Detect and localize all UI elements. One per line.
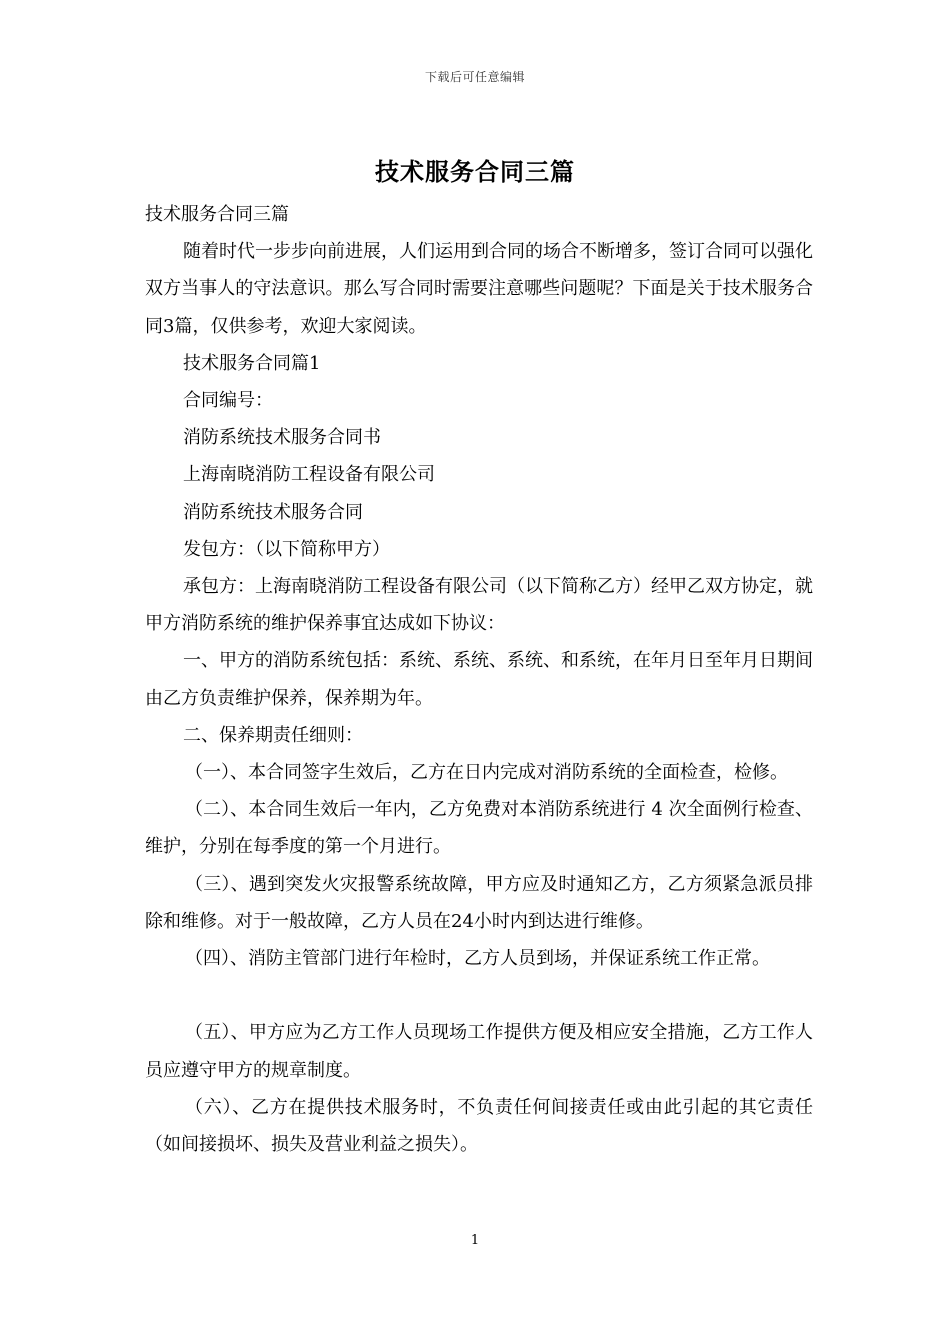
paragraph-item-1: （一）、本合同签字生效后，乙方在日内完成对消防系统的全面检查，检修。: [185, 762, 788, 784]
paragraph-clause-2-heading: 二、保养期责任细则：: [183, 724, 363, 746]
paragraph-item-5: （五）、甲方应为乙方工作人员现场工作提供方便及相应安全措施，乙方工作人员应遵守甲方的规章制度。: [145, 1022, 813, 1081]
header-note: 下载后可任意编辑: [424, 70, 525, 84]
paragraph-section-heading: 技术服务合同篇1: [183, 352, 321, 374]
paragraph-party-a: 发包方：（以下简称甲方）: [183, 538, 390, 560]
paragraph-party-b: 承包方：上海南晓消防工程设备有限公司（以下简称乙方）经甲乙双方协定，就甲方消防系统的维护保养事宜达成如下协议：: [145, 576, 813, 635]
paragraph-contract-book-title: 消防系统技术服务合同书: [183, 427, 381, 449]
paragraph-item-2: （二）、本合同生效后一年内，乙方免费对本消防系统进行 4 次全面例行检查、维护，分别在每季度的第一个月进行。: [145, 799, 813, 858]
document-body: [145, 196, 813, 1163]
paragraph-subtitle: 技术服务合同三篇: [145, 204, 289, 225]
paragraph-intro: 随着时代一步步向前进展，人们运用到合同的场合不断增多，签订合同可以强化双方当事人的守法意识。那么写合同时需要注意哪些问题呢？下面是关于技术服务合同3篇，仅供参考，欢迎大家阅读。: [145, 241, 813, 337]
document-title: 技术服务合同三篇: [375, 158, 575, 186]
paragraph-contract-number: 合同编号：: [183, 390, 273, 412]
paragraph-company-name: 上海南晓消防工程设备有限公司: [183, 464, 435, 486]
paragraph-item-3: （三）、遇到突发火灾报警系统故障，甲方应及时通知乙方，乙方须紧急派员排除和维修。对于一般故障，乙方人员在24小时内到达进行维修。: [145, 873, 813, 932]
paragraph-item-6: （六）、乙方在提供技术服务时，不负责任何间接责任或由此引起的其它责任（如间接损坏、损失及营业利益之损失）。: [145, 1096, 813, 1156]
page-number: 1: [470, 1233, 480, 1248]
paragraph-item-4: （四）、消防主管部门进行年检时，乙方人员到场，并保证系统工作正常。: [185, 948, 770, 970]
paragraph-contract-name: 消防系统技术服务合同: [183, 501, 363, 523]
paragraph-clause-1: 一、甲方的消防系统包括：系统、系统、系统、和系统，在年月日至年月日期间由乙方负责维护保养，保养期为年。: [145, 650, 813, 709]
